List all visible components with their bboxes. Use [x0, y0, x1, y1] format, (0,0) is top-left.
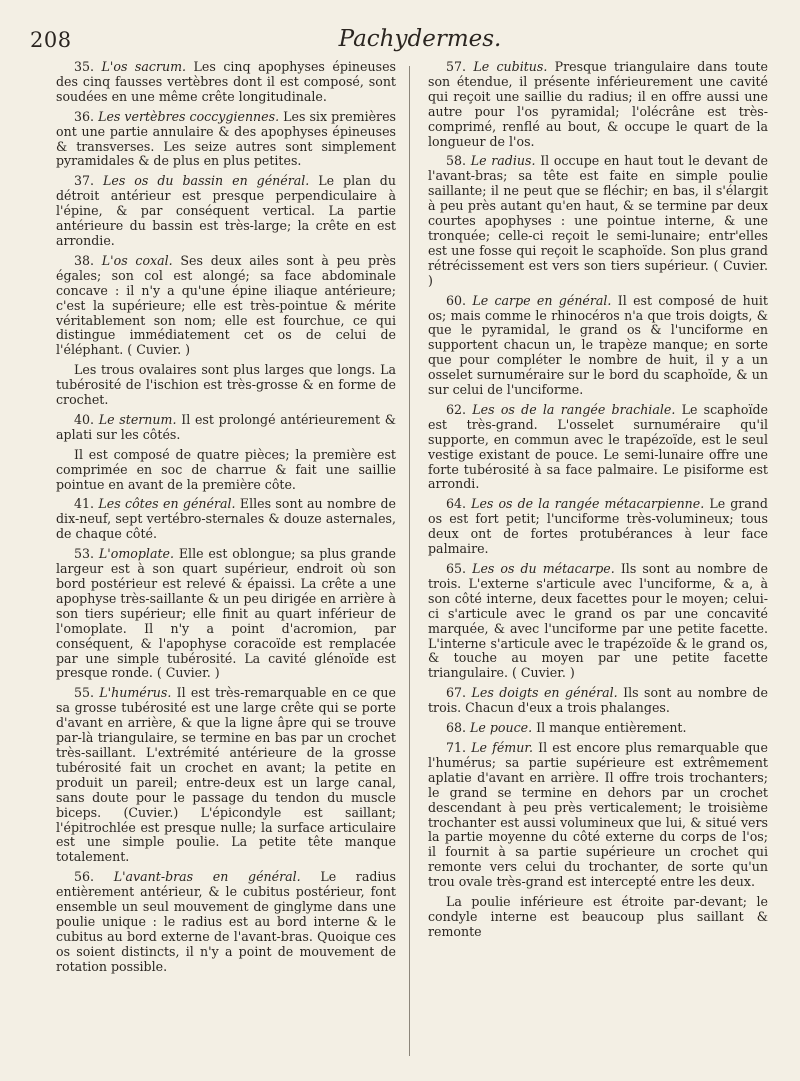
paragraph [56, 110, 396, 170]
section-heading: Le pouce. [470, 720, 533, 736]
section-number: 67. [446, 685, 467, 701]
section-number: 60. [446, 292, 467, 308]
column-divider [409, 66, 410, 1056]
paragraph [56, 448, 396, 493]
section-number: 41. [74, 496, 95, 512]
section-heading: L'humérus. [99, 685, 172, 701]
section-heading: Le radius. [470, 153, 536, 169]
section-heading: L'omoplate. [98, 546, 174, 562]
section-number: 55. [74, 685, 95, 701]
paragraph [428, 497, 768, 557]
paragraph-text: La poulie inférieure est étroite par-devant; le condyle interne est beaucoup plus saillant & remonte [428, 894, 768, 939]
section-heading: Le cubitus. [473, 60, 548, 74]
paragraph-text: Il est composé de quatre pièces; la première est comprimée en soc de charrue & fait une saillie pointue en avant de la première côte. [56, 446, 396, 492]
paragraph-text: Il manque entièrement. [532, 720, 687, 736]
left-column [56, 60, 396, 1065]
paragraph-text: Les six premières ont une partie annulaire & des apophyses épineuses & transverses. Les seize autres sont simplement pyramidales & de plus en plus petites. [56, 108, 396, 169]
section-number: 35. [74, 60, 95, 74]
section-number: 53. [74, 546, 95, 562]
paragraph-text: Ses deux ailes sont à peu près égales; son col est alongé; sa face abdominale concave : il n'y a qu'une épine iliaque antérieure; c'est la supérieure; elle est très-pointue & mérite véritablement son nom; elle est fourchue, ce qui distingue immédiatement cet os de celui de l'éléphant. ( Cuvier. ) [56, 252, 396, 358]
paragraph-text: Le radius entièrement antérieur, & le cubitus postérieur, font ensemble un seul mouvement de ginglyme dans une poulie unique : le radius est au bord interne & le cubitus au bord externe de l'avant-bras. Quoique ces os soient distincts, il n'y a point de mouvement de rotation possible. [56, 869, 396, 974]
section-number: 56. [74, 869, 95, 885]
section-number: 58. [446, 153, 467, 169]
paragraph-text: Presque triangulaire dans toute son étendue, il présente inférieurement une cavité qui reçoit une saillie du radius; il en offre aussi une autre pour l'os pyramidal; l'olécrâne est très-comprimé, renflé au bout, & occupe le quart de la longueur de l'os. [428, 60, 768, 149]
section-number: 36. [74, 108, 95, 124]
paragraph [56, 413, 396, 443]
section-number: 38. [74, 252, 95, 268]
paragraph-text: Elles sont au nombre de dix-neuf, sept vertébro-sternales & douze asternales, de chaque côté. [56, 496, 396, 542]
paragraph [56, 363, 396, 408]
paragraph-text: Les cinq apophyses épineuses des cinq fausses vertèbres dont il est composé, sont soudées en une même crête longitudinale. [56, 60, 396, 104]
text-columns [56, 60, 766, 1065]
section-heading: Les côtes en général. [98, 496, 236, 512]
paragraph-text: Ils sont au nombre de trois. Chacun d'eux a trois phalanges. [428, 685, 768, 716]
paragraph-text: Il est encore plus remarquable que l'humérus; sa partie supérieure est extrêmement aplatie d'avant en arrière. Il offre trois trochanters; le grand se termine en dehors par un crochet descendant à peu près verticalement; le troisième trochanter est aussi volumineux que lui, & situé vers la partie moyenne du côté externe du corps de l'os; il fournit à sa partie supérieure un crochet qui remonte vers celui du trochanter, de sorte qu'un trou ovale très-grand est intercepté entre les deux. [428, 739, 768, 890]
paragraph [56, 60, 396, 105]
section-number: 57. [446, 60, 467, 74]
section-heading: Le fémur. [471, 739, 533, 755]
section-heading: Les doigts en général. [471, 685, 618, 701]
section-heading: L'os sacrum. [101, 60, 187, 74]
section-heading: Les os du bassin en général. [103, 173, 310, 189]
paragraph [428, 686, 768, 716]
paragraph-text: Il occupe en haut tout le devant de l'avant-bras; sa tête est faite en simple poulie saillante; il ne peut que se fléchir; en bas, il s'élargit à peu près autant qu'en haut, & se termine par deux courtes apophyses : une pointue interne, & une tronquée; celle-ci reçoit le semi-lunaire; entr'elles est une fosse qui reçoit le scaphoïde. Son plus grand rétrécissement est vers son tiers supérieur. ( Cuvier. ) [428, 153, 768, 288]
paragraph [56, 497, 396, 542]
paragraph [428, 154, 768, 288]
right-column [428, 60, 768, 1065]
paragraph [428, 403, 768, 492]
paragraph-text: Il est très-remarquable en ce que sa grosse tubérosité est une large crête qui se porte d'avant en arrière, & que la ligne âpre qui se trouve par-là triangulaire, se termine en bas par un crochet très-saillant. L'extrémité antérieure de la grosse tubérosité fait un crochet en avant; la petite en produit un pareil; entre-deux est un large canal, sans doute pour le passage du tendon du muscle biceps. (Cuvier.) L'épicondyle est saillant; l'épitrochlée est presque nulle; la surface articulaire est une simple poulie. La petite tête manque totalement. [56, 685, 396, 865]
section-heading: L'avant-bras en général. [113, 869, 301, 885]
section-number: 64. [446, 496, 467, 512]
section-heading: Le sternum. [98, 411, 177, 427]
paragraph [56, 174, 396, 249]
section-number: 62. [446, 401, 467, 417]
paragraph-text: Le plan du détroit antérieur est presque perpendiculaire à l'épine, & par conséquent vertical. La partie antérieure du bassin est très-large; la crête en est arrondie. [56, 173, 396, 248]
section-heading: L'os coxal. [101, 252, 173, 268]
section-heading: Les vertèbres coccygiennes. [98, 108, 280, 124]
section-number: 65. [446, 561, 467, 576]
section-number: 40. [74, 411, 95, 427]
paragraph-text: Le grand os est fort petit; l'unciforme très-volumineux; tous deux ont de fortes protubérances à leur face palmaire. [428, 496, 768, 557]
paragraph [56, 254, 396, 358]
section-heading: Les os du métacarpe. [472, 561, 615, 576]
paragraph [56, 547, 396, 681]
section-heading: Les os de la rangée brachiale. [472, 401, 676, 417]
section-heading: Les os de la rangée métacarpienne. [471, 496, 705, 512]
paragraph-text: Ils sont au nombre de trois. L'externe s'articule avec l'unciforme, & a, à son côté interne, deux facettes pour le moyen; celui-ci s'articule avec le grand os par une concavité marquée, & avec l'unciforme par une petite facette. L'interne s'articule avec le trapézoïde & le grand os, & touche au moyen par une petite facette triangulaire. ( Cuvier. ) [428, 561, 768, 681]
paragraph [428, 741, 768, 890]
paragraph-text: Elle est oblongue; sa plus grande largeur est à son quart supérieur, endroit où son bord postérieur est relevé & épaissi. La crête a une apophyse très-saillante & un peu dirigée en arrière à son tiers supérieur; elle finit au quart inférieur de l'omoplate. Il n'y a point d'acromion, par conséquent, & l'apophyse coracoïde est remplacée par une simple tubérosité. La cavité glénoïde est presque ronde. ( Cuvier. ) [56, 546, 396, 681]
paragraph [428, 895, 768, 940]
paragraph [428, 721, 768, 736]
paragraph [56, 870, 396, 974]
page-number: 208 [30, 28, 72, 52]
section-number: 71. [446, 739, 467, 755]
paragraph-text: Il est prolongé antérieurement & aplati sur les côtés. [56, 411, 396, 442]
paragraph-text: Il est composé de huit os; mais comme le rhinocéros n'a que trois doigts, & que le pyramidal, le grand os & l'unciforme en supportent chacun un, le trapèze manque; en sorte que pour compléter le nombre de huit, il y a un osselet surnuméraire sur le bord du scaphoïde, & un sur celui de l'unciforme. [428, 292, 768, 398]
paragraph [428, 294, 768, 398]
paragraph-text: Le scaphoïde est très-grand. L'osselet surnuméraire qu'il supporte, en commun avec le trapézoïde, est le seul vestige existant de pouce. Le semi-lunaire offre une forte tubérosité à sa face palmaire. Le pisiforme est arrondi. [428, 401, 768, 492]
page-header [30, 14, 770, 54]
paragraph [428, 60, 768, 149]
section-number: 37. [74, 173, 95, 189]
section-heading: Le carpe en général. [472, 292, 612, 308]
paragraph [428, 562, 768, 681]
running-head: Pachydermes. [338, 26, 502, 52]
section-number: 68. [446, 720, 467, 736]
paragraph-text: Les trous ovalaires sont plus larges que longs. La tubérosité de l'ischion est très-grosse & en forme de crochet. [56, 362, 396, 408]
paragraph [56, 686, 396, 865]
